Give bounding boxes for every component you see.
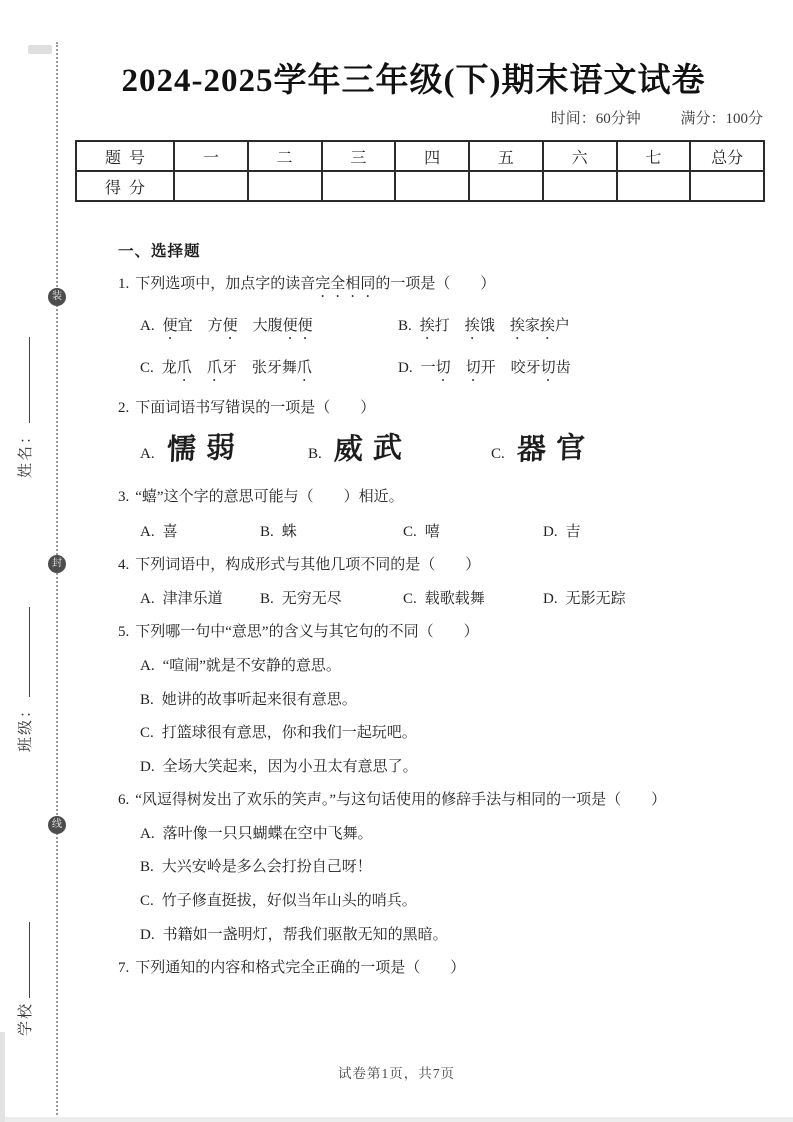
option-text: 全场大笑起来，因为小丑太有意思了。 bbox=[162, 759, 418, 776]
question-7-stem bbox=[118, 959, 765, 978]
question-stem-text: 下列词语中，构成形式与其他几项不同的是（ ） bbox=[135, 556, 481, 573]
question-3-options bbox=[140, 523, 765, 542]
option-letter: A. bbox=[140, 591, 155, 608]
question-number: 7. bbox=[118, 959, 130, 976]
option-letter: A. bbox=[140, 825, 155, 842]
question-4 bbox=[118, 556, 765, 610]
col-3: 三 bbox=[322, 141, 396, 171]
score-cell bbox=[543, 171, 617, 201]
option-a bbox=[140, 523, 260, 542]
question-6-options bbox=[140, 825, 765, 945]
score-table bbox=[75, 140, 765, 202]
option-b bbox=[398, 317, 570, 343]
option-letter: D. bbox=[140, 926, 155, 943]
option-c bbox=[140, 724, 765, 743]
seal-char-feng: 封 bbox=[48, 555, 66, 573]
col-2: 二 bbox=[248, 141, 322, 171]
question-number-label: 题号 bbox=[76, 141, 174, 171]
option-letter: C. bbox=[403, 523, 417, 540]
option-row bbox=[140, 317, 765, 343]
option-b bbox=[140, 858, 765, 877]
option-text: 落叶像一只只蝴蝶在空中飞舞。 bbox=[162, 825, 373, 842]
page-footer: 试卷第1页，共7页 bbox=[338, 1066, 455, 1081]
option-c bbox=[140, 359, 398, 385]
option-d bbox=[398, 359, 571, 385]
question-stem-text: 下列哪一句中“意思”的含义与其它句的不同（ ） bbox=[135, 624, 479, 641]
option-letter: A. bbox=[140, 446, 155, 462]
class-label: 班级： bbox=[18, 700, 34, 752]
time-label: 时间： bbox=[550, 111, 596, 127]
full-score-info bbox=[680, 111, 763, 127]
name-field bbox=[14, 337, 35, 478]
option-c bbox=[403, 523, 543, 542]
option-letter: D. bbox=[543, 523, 558, 540]
question-2-stem bbox=[118, 399, 765, 418]
score-cell bbox=[617, 171, 691, 201]
option-text: 挨打 挨饿 挨家挨户 bbox=[419, 318, 570, 335]
col-6: 六 bbox=[543, 141, 617, 171]
option-row bbox=[140, 590, 765, 609]
question-stem-text: “风逗得树发出了欢乐的笑声。”与这句话使用的修辞手法与相同的一项是（ ） bbox=[135, 791, 667, 808]
option-letter: C. bbox=[403, 591, 417, 608]
question-number: 2. bbox=[118, 400, 130, 417]
score-label: 得分 bbox=[76, 171, 174, 201]
question-1-options bbox=[140, 317, 765, 385]
option-text: 蛛 bbox=[281, 523, 297, 540]
score-cell bbox=[395, 171, 469, 201]
option-text: 一切 切开 咬牙切齿 bbox=[420, 360, 571, 377]
question-number: 4. bbox=[118, 556, 130, 573]
option-letter: C. bbox=[140, 725, 154, 742]
question-5-options bbox=[140, 657, 765, 777]
question-6-stem bbox=[118, 791, 765, 810]
name-label: 姓名： bbox=[18, 426, 34, 478]
option-letter: B. bbox=[398, 318, 412, 335]
seal-char-xian: 线 bbox=[48, 816, 66, 834]
option-a bbox=[140, 657, 765, 676]
question-2 bbox=[118, 399, 765, 474]
option-text: “喧闹”就是不安静的意思。 bbox=[162, 657, 341, 674]
score-cell bbox=[469, 171, 543, 201]
option-b bbox=[140, 691, 765, 710]
questions-area bbox=[118, 242, 765, 977]
question-5 bbox=[118, 623, 765, 777]
col-5: 五 bbox=[469, 141, 543, 171]
option-c bbox=[403, 590, 543, 609]
name-blank-line bbox=[14, 337, 30, 423]
question-1 bbox=[118, 275, 765, 385]
paper-main bbox=[62, 46, 765, 987]
option-letter: D. bbox=[140, 759, 155, 776]
question-6 bbox=[118, 791, 765, 945]
col-4: 四 bbox=[395, 141, 469, 171]
question-1-stem bbox=[118, 275, 765, 301]
question-5-stem bbox=[118, 623, 765, 642]
question-stem-text: “蟢”这个字的意思可能与（ ）相近。 bbox=[135, 489, 404, 506]
option-text: 打篮球很有意思，你和我们一起玩吧。 bbox=[161, 725, 417, 742]
option-letter: C. bbox=[491, 446, 505, 462]
option-letter: B. bbox=[140, 691, 154, 708]
option-text: 便宜 方便 大腹便便 bbox=[162, 318, 313, 335]
question-number: 3. bbox=[118, 489, 130, 506]
score-cell bbox=[322, 171, 396, 201]
seal-char-zhuang: 装 bbox=[48, 288, 66, 306]
option-a bbox=[140, 317, 398, 343]
option-a bbox=[140, 825, 765, 844]
option-letter: A. bbox=[140, 318, 155, 335]
option-letter: B. bbox=[308, 446, 322, 462]
option-text: 吉 bbox=[565, 523, 581, 540]
full-score-label: 满分： bbox=[680, 111, 726, 127]
question-3-stem bbox=[118, 488, 765, 507]
score-table-header-row bbox=[76, 141, 764, 171]
option-text: 大兴安岭是多么会打扮自己呀！ bbox=[161, 859, 372, 876]
option-row bbox=[140, 359, 765, 385]
question-number: 1. bbox=[118, 276, 130, 293]
question-stem-text: 下列通知的内容和格式完全正确的一项是（ ） bbox=[135, 959, 466, 976]
option-text: 无影无踪 bbox=[565, 591, 626, 608]
question-2-options bbox=[140, 422, 765, 474]
option-letter: C. bbox=[140, 360, 154, 377]
time-info bbox=[551, 111, 641, 127]
question-stem-text: 下列选项中，加点字的读音完全相同的一项是（ ） bbox=[135, 276, 496, 293]
option-letter: A. bbox=[140, 657, 155, 674]
option-text: 津津乐道 bbox=[162, 591, 223, 608]
option-letter: B. bbox=[260, 523, 274, 540]
col-total: 总分 bbox=[690, 141, 764, 171]
option-text: 她讲的故事听起来很有意思。 bbox=[161, 691, 357, 708]
full-score-value: 100分 bbox=[725, 111, 763, 127]
option-letter: C. bbox=[140, 893, 154, 910]
score-cell bbox=[690, 171, 764, 201]
option-letter: D. bbox=[398, 360, 413, 377]
option-b bbox=[308, 430, 491, 466]
class-blank-line bbox=[14, 607, 30, 697]
col-7: 七 bbox=[617, 141, 691, 171]
option-d bbox=[140, 758, 765, 777]
option-d bbox=[543, 523, 581, 542]
binding-dashed-line bbox=[56, 42, 58, 1122]
option-letter: A. bbox=[140, 523, 155, 540]
option-c bbox=[140, 892, 765, 911]
option-letter: B. bbox=[260, 591, 274, 608]
option-a bbox=[140, 590, 260, 609]
option-d bbox=[140, 926, 765, 945]
time-value: 60分钟 bbox=[595, 111, 641, 127]
handwritten-word: 懦弱 bbox=[166, 429, 246, 467]
option-text: 龙爪 爪牙 张牙舞爪 bbox=[161, 360, 312, 377]
option-text: 竹子修直挺拔，好似当年山头的哨兵。 bbox=[161, 893, 417, 910]
option-row bbox=[140, 523, 765, 542]
scan-edge-left bbox=[0, 1032, 5, 1122]
option-letter: B. bbox=[140, 859, 154, 876]
score-cell bbox=[248, 171, 322, 201]
question-4-stem bbox=[118, 556, 765, 575]
col-1: 一 bbox=[174, 141, 248, 171]
paper-title: 2024-2025学年三年级(下)期末语文试卷 bbox=[121, 63, 706, 99]
question-3 bbox=[118, 488, 765, 542]
question-7 bbox=[118, 959, 765, 978]
section-title: 一、选择题 bbox=[118, 243, 201, 260]
handwritten-word: 威武 bbox=[333, 429, 413, 467]
question-4-options bbox=[140, 590, 765, 609]
option-b bbox=[260, 523, 403, 542]
school-field bbox=[14, 922, 35, 1036]
option-text: 无穷无尽 bbox=[281, 591, 342, 608]
option-text: 喜 bbox=[162, 523, 178, 540]
option-c bbox=[491, 430, 595, 466]
scan-edge-bottom bbox=[0, 1117, 793, 1122]
exam-meta bbox=[62, 107, 765, 128]
option-text: 书籍如一盏明灯，帮我们驱散无知的黑暗。 bbox=[162, 926, 448, 943]
option-text: 嘻 bbox=[424, 523, 440, 540]
school-blank-line bbox=[14, 922, 30, 998]
school-label: 学校 bbox=[18, 1001, 34, 1036]
option-b bbox=[260, 590, 403, 609]
option-text: 载歌载舞 bbox=[424, 591, 485, 608]
option-a bbox=[140, 430, 308, 466]
question-number: 6. bbox=[118, 791, 130, 808]
question-number: 5. bbox=[118, 624, 130, 641]
option-d bbox=[543, 590, 626, 609]
question-stem-text: 下面词语书写错误的一项是（ ） bbox=[135, 400, 376, 417]
score-table-score-row bbox=[76, 171, 764, 201]
handwritten-word: 器官 bbox=[516, 429, 596, 467]
option-letter: D. bbox=[543, 591, 558, 608]
score-cell bbox=[174, 171, 248, 201]
scan-smudge bbox=[28, 45, 52, 54]
class-field bbox=[14, 607, 35, 752]
